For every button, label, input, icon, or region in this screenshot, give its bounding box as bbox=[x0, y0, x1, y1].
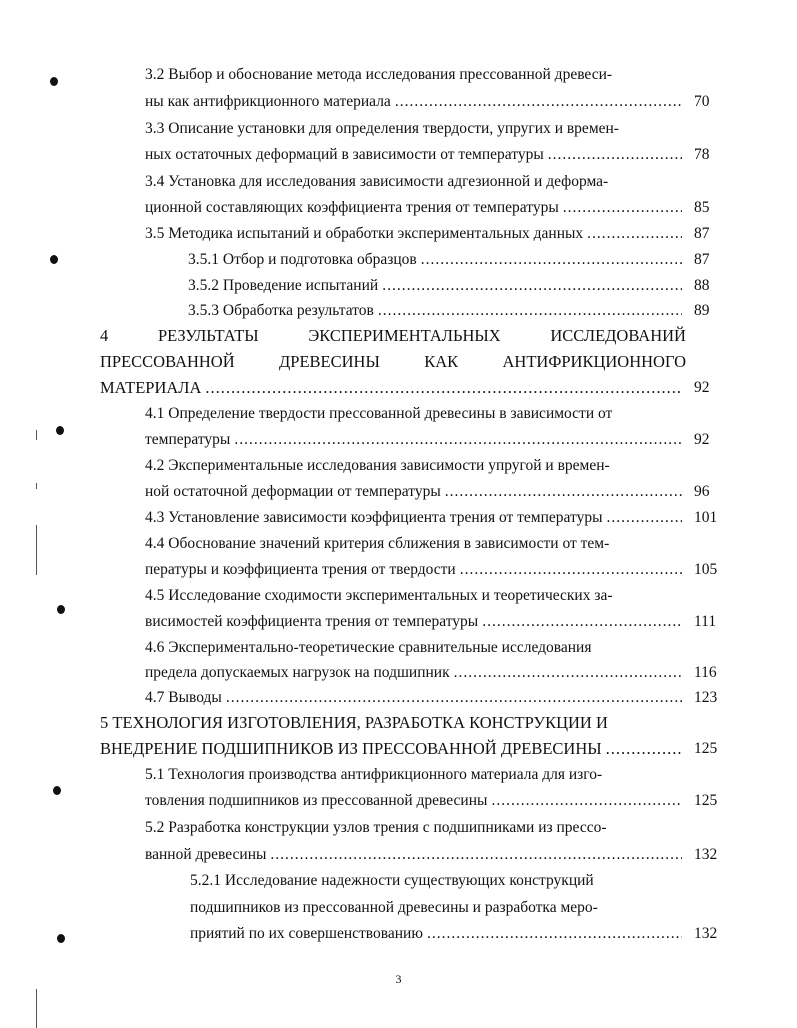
entry-title: висимостей коэффициента трения от температуры bbox=[145, 613, 479, 630]
entry-title: 3.5 Методика испытаний и обработки экспериментальных данных bbox=[145, 225, 584, 242]
toc-entry-3-2-line1 bbox=[145, 62, 686, 88]
leader-dots bbox=[587, 221, 682, 247]
leader-dots bbox=[270, 842, 682, 868]
toc-entry-3-3-line1 bbox=[145, 116, 686, 142]
toc-entry-4-6-line1 bbox=[145, 635, 686, 661]
toc-entry-3-5-2[interactable] bbox=[188, 273, 686, 299]
toc-chapter-5[interactable] bbox=[100, 736, 686, 762]
entry-page: 70 bbox=[694, 93, 710, 110]
toc-entry-5-1-line1 bbox=[145, 762, 686, 788]
scan-edge-mark bbox=[36, 430, 37, 440]
entry-page: 132 bbox=[694, 846, 718, 863]
entry-title: ванной древесины bbox=[145, 846, 267, 863]
entry-text: 5.2 Разработка конструкции узлов трения с подшипниками из прессо- bbox=[145, 819, 607, 836]
entry-word: АНТИФРИКЦИОННОГО bbox=[502, 352, 686, 371]
leader-dots bbox=[445, 479, 682, 505]
entry-page: 87 bbox=[694, 225, 710, 242]
toc-entry-4-1-line1 bbox=[145, 401, 686, 427]
entry-page: 125 bbox=[694, 740, 718, 757]
toc-entry-4-5-line1 bbox=[145, 583, 686, 609]
entry-text: 3.3 Описание установки для определения твердости, упругих и времен- bbox=[145, 120, 619, 137]
toc-entry-4-5[interactable] bbox=[145, 609, 686, 635]
entry-title: 3.5.2 Проведение испытаний bbox=[188, 277, 379, 294]
entry-title: 4.7 Выводы bbox=[145, 689, 222, 706]
leader-dots bbox=[454, 660, 682, 686]
entry-text: подшипников из прессованной древесины и разработка меро- bbox=[190, 899, 598, 916]
entry-page: 85 bbox=[694, 199, 710, 216]
entry-page: 105 bbox=[694, 561, 718, 578]
entry-word: ПРЕССОВАННОЙ bbox=[100, 352, 235, 371]
binder-hole-dot bbox=[53, 786, 61, 795]
entry-page: 96 bbox=[694, 483, 710, 500]
toc-entry-5-2[interactable] bbox=[145, 842, 686, 868]
toc-entry-4-2-line1 bbox=[145, 453, 686, 479]
entry-title: ционной составляющих коэффициента трения от температуры bbox=[145, 199, 559, 216]
entry-page: 87 bbox=[694, 251, 710, 268]
entry-page: 101 bbox=[694, 509, 718, 526]
entry-text: 3.2 Выбор и обоснование метода исследования прессованной древеси- bbox=[145, 66, 613, 83]
entry-page: 92 bbox=[694, 379, 710, 396]
entry-title: температуры bbox=[145, 431, 231, 448]
entry-word: ЭКСПЕРИМЕНТАЛЬНЫХ bbox=[308, 326, 501, 345]
entry-title: товления подшипников из прессованной древесины bbox=[145, 792, 488, 809]
entry-title: 3.5.3 Обработка результатов bbox=[188, 302, 374, 319]
leader-dots bbox=[548, 142, 682, 168]
entry-page: 123 bbox=[694, 689, 718, 706]
entry-page: 116 bbox=[694, 664, 717, 681]
toc-entry-3-5[interactable] bbox=[145, 221, 686, 247]
entry-title: ны как антифрикционного материала bbox=[145, 93, 391, 110]
entry-word: 4 bbox=[100, 326, 109, 345]
leader-dots bbox=[482, 609, 682, 635]
binder-hole-dot bbox=[56, 426, 64, 435]
leader-dots bbox=[378, 298, 682, 324]
leader-dots bbox=[606, 736, 682, 762]
toc-entry-4-2[interactable] bbox=[145, 479, 686, 505]
entry-page: 111 bbox=[694, 613, 717, 630]
leader-dots bbox=[460, 557, 682, 583]
toc-entry-5-2-1[interactable] bbox=[190, 921, 686, 947]
entry-text: 4.4 Обоснование значений критерия сближения в зависимости от тем- bbox=[145, 535, 610, 552]
toc-chapter-4-line2 bbox=[100, 349, 686, 375]
entry-title: пературы и коэффициента трения от твердости bbox=[145, 561, 456, 578]
entry-word: ИССЛЕДОВАНИЙ bbox=[550, 326, 686, 345]
entry-text: 4.5 Исследование сходимости экспериментальных и теоретических за- bbox=[145, 587, 613, 604]
scan-edge-mark bbox=[36, 483, 37, 489]
toc-entry-5-2-1-line2 bbox=[190, 895, 686, 921]
toc-entry-5-2-line1 bbox=[145, 815, 686, 841]
toc-chapter-5-line1 bbox=[100, 710, 686, 736]
leader-dots bbox=[205, 375, 682, 401]
entry-title: 4.3 Установление зависимости коэффициента трения от температуры bbox=[145, 509, 603, 526]
toc-chapter-4[interactable] bbox=[100, 375, 686, 401]
toc-entry-4-1[interactable] bbox=[145, 427, 686, 453]
entry-text: 4.6 Экспериментально-теоретические сравнительные исследования bbox=[145, 639, 592, 656]
scan-edge-mark bbox=[36, 525, 37, 575]
toc-entry-3-5-1[interactable] bbox=[188, 247, 686, 273]
entry-page: 92 bbox=[694, 431, 710, 448]
toc-entry-5-1[interactable] bbox=[145, 788, 686, 814]
entry-text: 5 ТЕХНОЛОГИЯ ИЗГОТОВЛЕНИЯ, РАЗРАБОТКА КОНСТРУКЦИИ И bbox=[100, 713, 608, 732]
entry-page: 89 bbox=[694, 302, 710, 319]
toc-entry-4-4-line1 bbox=[145, 531, 686, 557]
entry-title: ВНЕДРЕНИЕ ПОДШИПНИКОВ ИЗ ПРЕССОВАННОЙ ДРЕВЕСИНЫ bbox=[100, 739, 602, 758]
entry-page: 132 bbox=[694, 925, 718, 942]
toc-entry-4-6[interactable] bbox=[145, 660, 686, 686]
entry-page: 88 bbox=[694, 277, 710, 294]
toc-entry-3-3[interactable] bbox=[145, 142, 686, 168]
toc-chapter-4-line1 bbox=[100, 323, 686, 349]
toc-entry-3-4-line1 bbox=[145, 169, 686, 195]
binder-hole-dot bbox=[50, 77, 58, 86]
entry-word: КАК bbox=[424, 352, 459, 371]
entry-title: приятий по их совершенствованию bbox=[190, 925, 423, 942]
entry-title: 3.5.1 Отбор и подготовка образцов bbox=[188, 251, 417, 268]
toc-entry-5-2-1-line1 bbox=[190, 868, 686, 894]
toc-entry-3-5-3[interactable] bbox=[188, 298, 686, 324]
toc-entry-4-4[interactable] bbox=[145, 557, 686, 583]
leader-dots bbox=[427, 921, 682, 947]
binder-hole-dot bbox=[57, 605, 65, 614]
toc-entry-4-7[interactable] bbox=[145, 685, 686, 711]
leader-dots bbox=[226, 685, 682, 711]
entry-text: 5.2.1 Исследование надежности существующих конструкций bbox=[190, 872, 594, 889]
entry-text: 4.1 Определение твердости прессованной древесины в зависимости от bbox=[145, 405, 613, 422]
leader-dots bbox=[563, 195, 682, 221]
leader-dots bbox=[491, 788, 682, 814]
leader-dots bbox=[234, 427, 682, 453]
leader-dots bbox=[395, 89, 682, 115]
entry-word: ДРЕВЕСИНЫ bbox=[279, 352, 380, 371]
toc-entry-3-4[interactable] bbox=[145, 195, 686, 221]
leader-dots bbox=[421, 247, 682, 273]
leader-dots bbox=[382, 273, 682, 299]
entry-text: 4.2 Экспериментальные исследования зависимости упругой и времен- bbox=[145, 457, 610, 474]
entry-title: ной остаточной деформации от температуры bbox=[145, 483, 441, 500]
binder-hole-dot bbox=[50, 255, 58, 264]
entry-title: предела допускаемых нагрузок на подшипник bbox=[145, 664, 450, 681]
page-number: 3 bbox=[395, 972, 402, 986]
entry-text: 3.4 Установка для исследования зависимости адгезионной и деформа- bbox=[145, 173, 609, 190]
leader-dots bbox=[607, 505, 682, 531]
entry-title: МАТЕРИАЛА bbox=[100, 378, 202, 397]
entry-page: 125 bbox=[694, 792, 718, 809]
toc-entry-4-3[interactable] bbox=[145, 505, 686, 531]
toc-entry-3-2[interactable] bbox=[145, 89, 686, 115]
scan-edge-mark bbox=[36, 989, 37, 1028]
binder-hole-dot bbox=[57, 934, 65, 943]
entry-page: 78 bbox=[694, 146, 710, 163]
entry-text: 5.1 Технология производства антифрикционного материала для изго- bbox=[145, 766, 603, 783]
entry-title: ных остаточных деформаций в зависимости от температуры bbox=[145, 146, 544, 163]
entry-word: РЕЗУЛЬТАТЫ bbox=[157, 326, 259, 345]
